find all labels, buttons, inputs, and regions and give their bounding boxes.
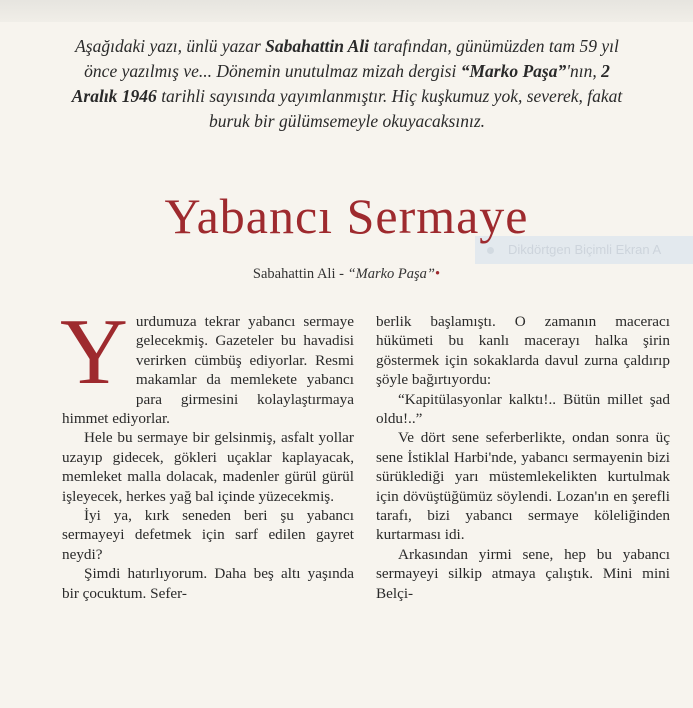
drop-cap: Y	[60, 300, 128, 404]
intro-author: Sabahattin Ali	[265, 36, 370, 56]
article-paragraph: berlik başlamıştı. O zamanın maceracı hükümeti bu kanlı macerayı halka şirin göstermek için sokaklarda davul zurna çaldırıp şöyle bağırtıyordu:	[376, 313, 670, 389]
byline-author: Sabahattin Ali -	[252, 266, 348, 282]
byline-bullet: •	[434, 266, 441, 282]
article-title: Yabancı Sermaye	[164, 188, 529, 244]
intro-paragraph	[62, 34, 632, 134]
article-byline	[0, 266, 693, 283]
top-bleed-strip	[0, 0, 693, 22]
article-paragraph	[60, 300, 354, 428]
article-column-left	[60, 300, 354, 603]
article-paragraph: Şimdi hatırlıyorum. Daha beş altı yaşında bir çocuktum. Sefer-	[62, 565, 354, 602]
intro-text: Aşağıdaki yazı, ünlü yazar	[75, 36, 266, 56]
screen-tooltip-label: Dikdörtgen Biçimli Ekran A	[508, 242, 662, 257]
intro-text: tarafından, günümüzden tam 59 yıl önce yazılmış ve... Dönemin unutulmaz mizah dergisi	[84, 36, 619, 81]
intro-magazine: “Marko Paşa”	[460, 61, 567, 81]
bullet-icon	[487, 247, 494, 254]
article-paragraph: “Kapitülasyonlar kalktı!.. Bütün millet şad oldu!..”	[376, 390, 670, 428]
paragraph-text: urdumuza tekrar yabancı sermaye gelecekmiş. Gazeteler bu havadisi verirken cümbüş ediyorlar. Resmi makamlar da memlekete yabancı para girmesini kolaylaştırmaya himmet ediyorlar.	[62, 313, 354, 428]
intro-text: 'nın,	[566, 61, 602, 81]
article-column-right	[376, 312, 670, 603]
article-paragraph: Arkasından yirmi sene, hep bu yabancı sermayeyi silkip atmaya çalıştık. Mini mini Belçi-	[376, 545, 670, 602]
article-paragraph: Hele bu sermaye bir gelsinmiş, asfalt yollar uzayıp gidecek, gökleri uçaklar kaplayacak, memleket malla dolacak, madenler gürül gürül işleyecek, herkes yağ bal içinde yüzecekmiş.	[62, 429, 354, 505]
byline-source: “Marko Paşa”	[347, 266, 435, 282]
intro-date: 2 Aralık 1946	[71, 61, 610, 106]
intro-text: tarihli sayısında yayımlanmıştır. Hiç kuşkumuz yok, severek, fakat buruk bir gülümsemeyle okuyacaksınız.	[156, 86, 623, 131]
article-paragraph: İyi ya, kırk seneden beri şu yabancı sermayeyi defetmek için sarf edilen gayret neydi?	[62, 507, 354, 563]
article-paragraph: Ve dört sene seferberlikte, ondan sonra üç sene İstiklal Harbi'nde, yabancı sermayenin bizi sürüklediği yarı müstemlekelikten kurtulmak için dövüştüğümüz söylendi. Lozan'ın en şerefli tarafı, bizi yabancı sermaye köleliğinden kurtarması idi.	[376, 429, 670, 544]
